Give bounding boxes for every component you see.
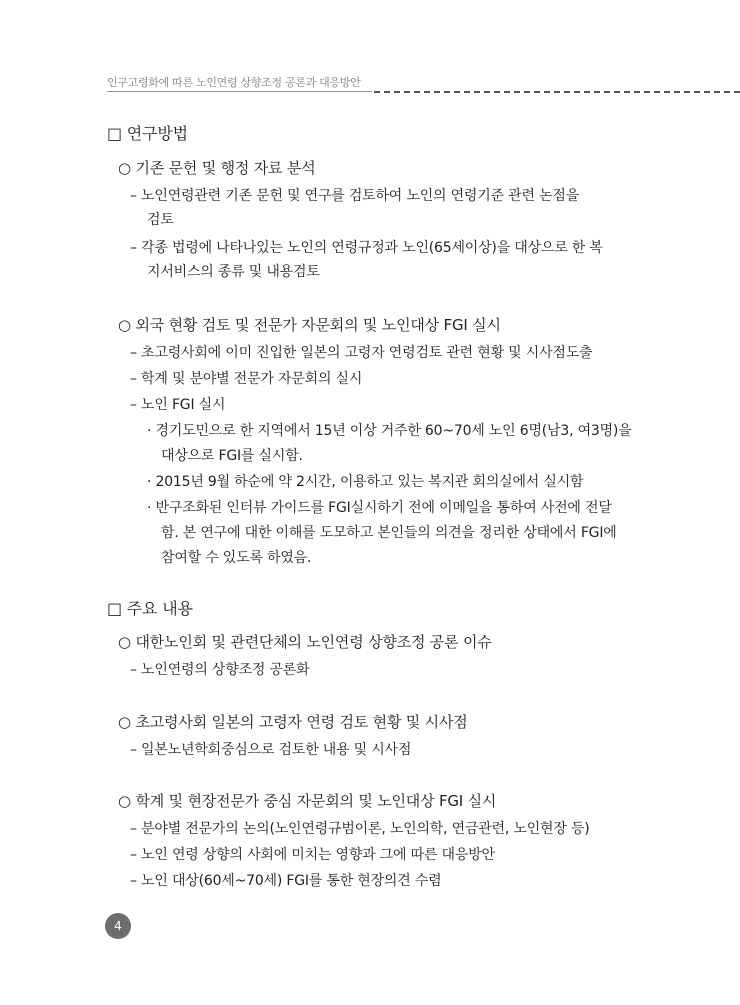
circle-item: ○ 기존 문헌 및 행정 자료 분석	[118, 159, 316, 177]
dash-item: – 분야별 전문가의 논의(노인연령규범이론, 노인의학, 연금관련, 노인현장 등)	[130, 821, 590, 837]
running-header	[107, 72, 740, 94]
dash-item: – 노인 FGI 실시	[130, 397, 226, 413]
dash-item-continued: 지서비스의 종류 및 내용검토	[147, 264, 320, 280]
dot-item: · 경기도민으로 한 지역에서 15년 이상 거주한 60~70세 노인 6명(남3, 여3명)을	[147, 423, 632, 439]
header-dashed-rule	[374, 91, 740, 93]
dot-item: · 2015년 9월 하순에 약 2시간, 이용하고 있는 복지관 회의실에서 실시함	[147, 474, 584, 490]
dot-item-continued: 참여할 수 있도록 하였음.	[161, 550, 312, 566]
circle-item: ○ 외국 현황 검토 및 전문가 자문회의 및 노인대상 FGI 실시	[118, 316, 501, 334]
dash-item: – 노인연령의 상향조정 공론화	[130, 662, 310, 678]
running-header-title: 인구고령화에 따른 노인연령 상향조정 공론과 대응방안	[107, 76, 361, 89]
dash-item: – 학계 및 분야별 전문가 자문회의 실시	[130, 371, 363, 387]
dot-item: · 반구조화된 인터뷰 가이드를 FGI실시하기 전에 이메일을 통하여 사전에 전달	[147, 500, 612, 516]
header-rule	[107, 91, 372, 92]
dash-item: – 일본노년학회중심으로 검토한 내용 및 시사점	[130, 742, 412, 758]
circle-item: ○ 학계 및 현장전문가 중심 자문회의 및 노인대상 FGI 실시	[118, 792, 497, 810]
circle-item: ○ 초고령사회 일본의 고령자 연령 검토 현황 및 시사점	[118, 713, 468, 731]
dash-item: – 노인 연령 상향의 사회에 미치는 영향과 그에 따른 대응방안	[130, 847, 495, 863]
section-heading-methods: □ 연구방법	[107, 124, 188, 143]
dot-item-continued: 대상으로 FGI를 실시함.	[161, 448, 303, 464]
dash-item: – 초고령사회에 이미 진입한 일본의 고령자 연령검토 관련 현황 및 시사점도출	[130, 345, 593, 361]
dash-item: – 각종 법령에 나타나있는 노인의 연령규정과 노인(65세이상)을 대상으로 한 복	[130, 240, 603, 256]
dash-item: – 노인연령관련 기존 문헌 및 연구를 검토하여 노인의 연령기준 관련 논점을	[130, 188, 580, 204]
dot-item-continued: 함. 본 연구에 대한 이해를 도모하고 본인들의 의견을 정리한 상태에서 FGI에	[161, 525, 617, 541]
dash-item: – 노인 대상(60세~70세) FGI를 통한 현장의견 수렴	[130, 873, 442, 889]
section-heading-contents: □ 주요 내용	[107, 599, 193, 618]
dash-item-continued: 검토	[147, 212, 174, 228]
circle-item: ○ 대한노인회 및 관련단체의 노인연령 상향조정 공론 이슈	[118, 633, 492, 651]
page-number-badge: 4	[105, 913, 131, 939]
